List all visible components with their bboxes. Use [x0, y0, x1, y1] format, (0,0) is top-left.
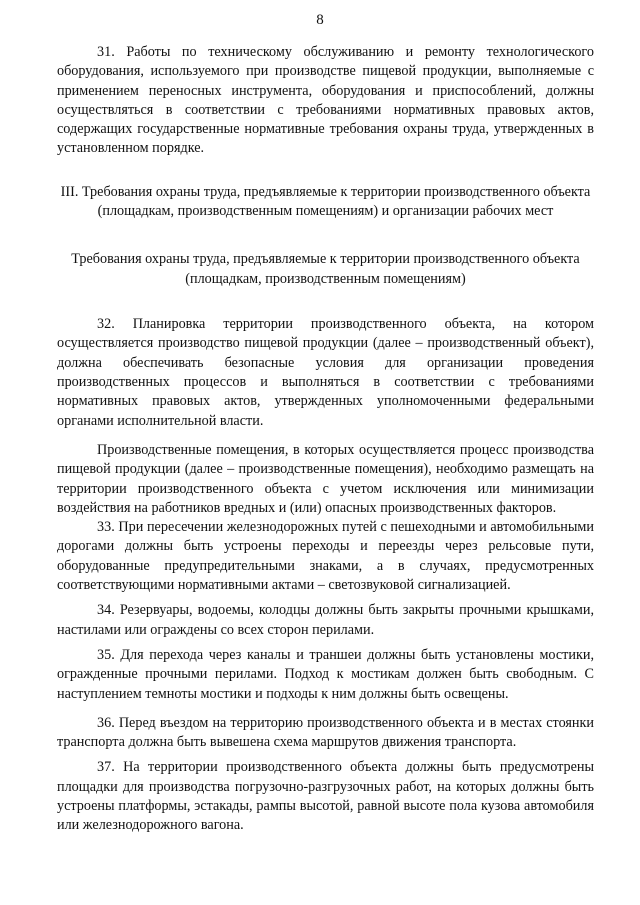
paragraph-32: 32. Планировка территории производственного объекта, на котором осуществляется производство пищевой продукции (далее – производственный объект), должна обеспечивать безопасные условия для организации проведения производственных процессов и выполняться в соответствии с требованиями нормативных правовых актов, утвержденных уполномоченными федеральными органами исполнительной власти. [57, 316, 594, 429]
document-body [57, 43, 594, 836]
section-heading-iii: III. Требования охраны труда, предъявляемые к территории производственного объекта (площадкам, производственным помещениям) и организации рабочих мест [60, 183, 591, 220]
subsection-heading: Требования охраны труда, предъявляемые к территории производственного объекта (площадкам, производственным помещениям) [71, 250, 580, 287]
page-number: 8 [316, 12, 324, 28]
paragraph-36: 36. Перед въездом на территорию производственного объекта и в местах стоянки транспорта должна быть вывешена схема маршрутов движения транспорта. [57, 714, 594, 751]
paragraph-32-continued: Производственные помещения, в которых осуществляется процесс производства пищевой продукции (далее – производственные помещения), необходимо размещать на территории производственного объекта с учетом исключения или минимизации воздействия на работников вредных и (или) опасных производственных факторов. [57, 441, 594, 516]
paragraph-35: 35. Для перехода через каналы и траншеи должны быть установлены мостики, огражденные прочными перилами. Подход к мостикам должен быть свободным. С наступлением темноты мостики и подходы к ним должны быть освещены. [57, 646, 594, 702]
paragraph-37: 37. На территории производственного объекта должны быть предусмотрены площадки для производства погрузочно-разгрузочных работ, на которых должны быть устроены платформы, эстакады, рампы высотой, равной высоте пола кузова автомобиля или железнодорожного вагона. [57, 759, 594, 834]
paragraph-31: 31. Работы по техническому обслуживанию и ремонту технологического оборудования, используемого при производстве пищевой продукции, выполняемые с применением переносных инструмента, оборудования и приспособлений, должны осуществляться в соответствии с требованиями нормативных правовых актов, содержащих государственные нормативные требования охраны труда, утвержденных в установленном порядке. [57, 44, 594, 157]
paragraph-34: 34. Резервуары, водоемы, колодцы должны быть закрыты прочными крышками, настилами или ограждены со всех сторон перилами. [57, 602, 594, 638]
paragraph-33: 33. При пересечении железнодорожных путей с пешеходными и автомобильными дорогами должны быть устроены переходы и переезды через рельсовые пути, оборудованные предупредительными знаками, а в случаях, предусмотренных соответствующими нормативными актами – светозвуковой сигнализацией. [57, 519, 594, 594]
